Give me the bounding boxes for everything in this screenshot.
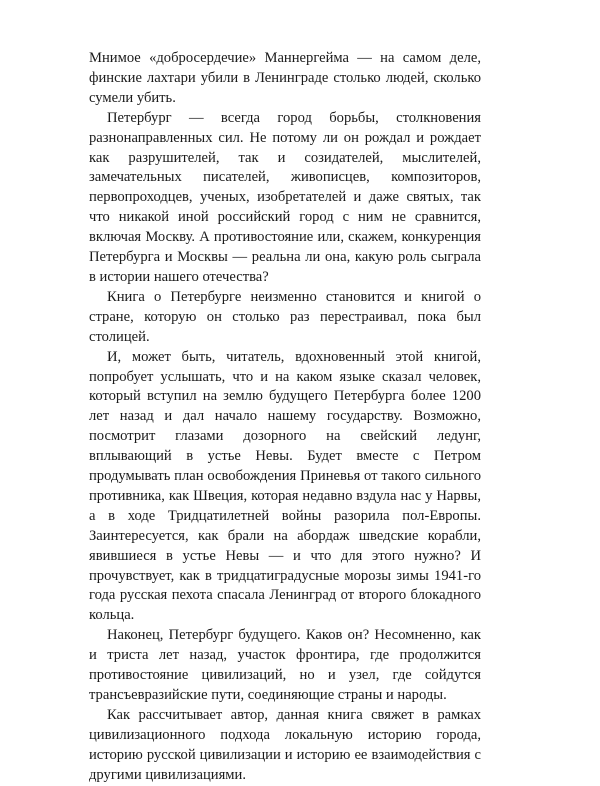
paragraph-reader-journey: И, может быть, читатель, вдохновенный этой книгой, попробует услышать, что и на каком языке сказал человек, который вступил на землю будущего Петербурга более 1200 лет назад и дал начало нашему государству. Возможно, посмотрит глазами дозорного на свейский ледунг, вплывающий в устье Невы. Будет вместе с Петром продумывать план освобождения Приневья от такого сильного противника, как Швеция, которая недавно вздула нас у Нарвы, а в ходе Тридцатилетней войны разорила пол-Европы. Заинтересуется, как брали на абордаж шведские корабли, явившиеся в устье Невы — и что для этого нужно? И прочувствует, как в тридцатиградусные морозы зимы 1941-го года русская пехота спасала Ленинград от второго блокадного кольца. [89, 348, 481, 624]
paragraph-continuation: Мнимое «добросердечие» Маннергейма — на самом деле, финские лахтари убили в Ленинграде столько людей, сколько сумели убить. [89, 50, 481, 106]
paragraph-author-intent: Как рассчитывает автор, данная книга свяжет в рамках цивилизационного подхода локальную историю города, историю русской цивилизации и историю ее взаимодействия с другими цивилизациями. [89, 706, 481, 783]
paragraph-book-about-country: Книга о Петербурге неизменно становится и книгой о стране, которую он столько раз перестраивал, пока был столицей. [89, 288, 481, 345]
paragraph-future-petersburg: Наконец, Петербург будущего. Каков он? Несомненно, как и триста лет назад, участок фронтира, где продолжится противостояние цивилизаций, но и узел, где сойдутся трансъевразийские пути, соединяющие страны и народы. [89, 627, 481, 703]
body-text [89, 49, 481, 786]
paragraph-petersburg-struggle: Петербург — всегда город борьбы, столкновения разнонаправленных сил. Не потому ли он рождал и рождает как разрушителей, так и созидателей, мыслителей, замечательных писателей, живописцев, композиторов, первопроходцев, ученых, изобретателей и даже святых, так что никакой иной российский город с ним не сравнится, включая Москву. А противостояние или, скажем, конкуренция Петербурга и Москвы — реальна ли она, какую роль сыграла в истории нашего отечества? [89, 109, 481, 285]
